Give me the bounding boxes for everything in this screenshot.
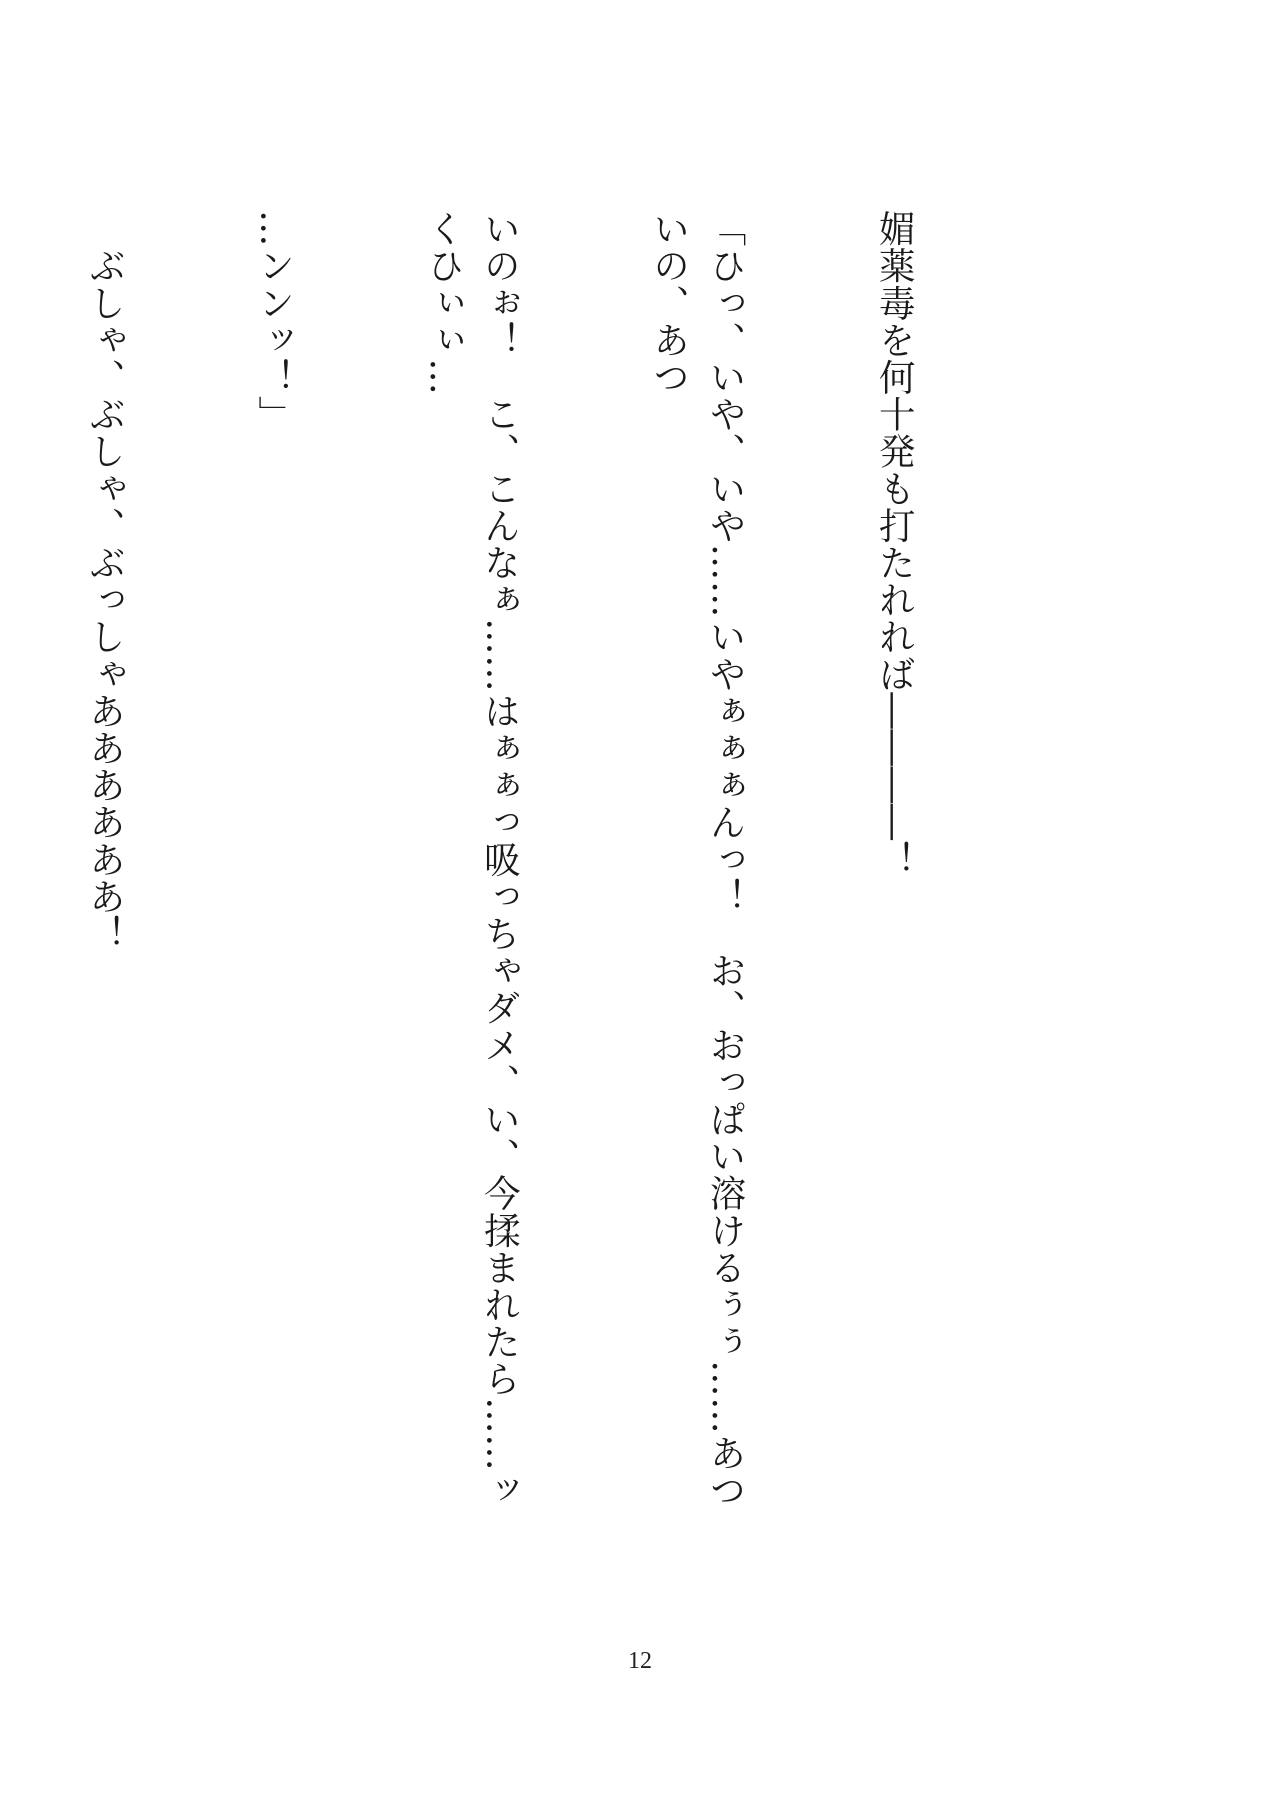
page-number: 12	[628, 1648, 652, 1674]
text-line: 「ひっ、いや、いや……いやぁぁぁんっ！ お、おっぱい溶けるぅぅ……あついの、あつ	[647, 210, 747, 1509]
text-line: いのぉ！ こ、こんなぁ……はぁぁっ吸っちゃダメ、い、今揉まれたら……ッくひぃぃ…	[421, 210, 522, 1509]
body-text	[0, 210, 1035, 1540]
text-line: 媚薬毒を何十発も打たれれば――――！	[873, 210, 917, 878]
text-line: ぶしゃ、ぶしゃ、ぶっしゃああああああ！	[83, 210, 127, 952]
text-line: …ンンッ！」	[252, 210, 296, 433]
